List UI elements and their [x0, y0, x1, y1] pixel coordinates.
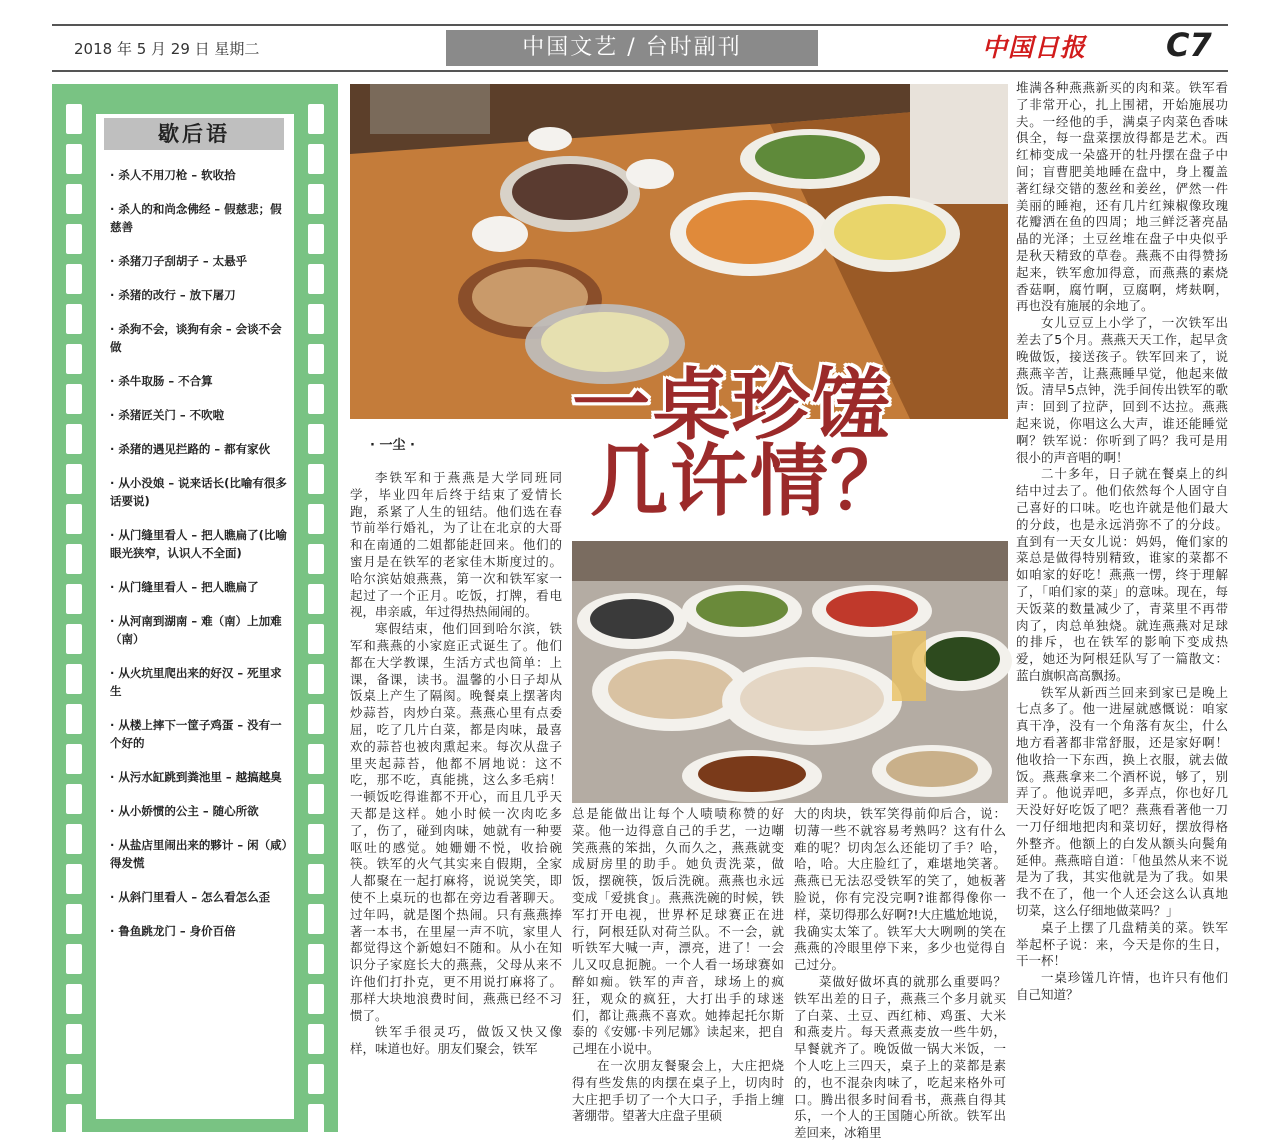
- page-header: [52, 24, 1228, 72]
- film-hole: [308, 464, 324, 494]
- xiehouyu-item: · 从河南到湖南 – 难（南）上加难（南）: [110, 614, 282, 646]
- page-number: C7: [1166, 26, 1212, 64]
- article-paragraph: 总是能做出让每个人啧啧称赞的好菜。他一边得意自己的手艺，一边嘲笑燕燕的笨拙，久而久之，燕燕就变成厨房里的助手。她负责洗菜，做饭，摆碗筷，饭后洗碗。燕燕也永远变成「爱挑食」。燕燕洗碗的时候，铁军打开电视，世界杯足球赛正在进行，阿根廷队对荷兰队。不一会，就听铁军大喊一声，漂亮，进了！一会儿又叹息扼腕。一个人看一场球赛如醉如痴。铁军的声音，球场上的疯狂，观众的疯狂，大打出手的球迷们，都让燕燕不喜欢。她捧起托尔斯泰的《安娜·卡列尼娜》读起来，把自己埋在小说中。: [572, 806, 784, 1057]
- section-title: 中国文艺 / 台时副刊: [446, 30, 818, 66]
- film-hole: [66, 904, 82, 934]
- xiehouyu-item: · 鲁鱼跳龙门 – 身价百倍: [110, 924, 236, 938]
- film-hole: [308, 784, 324, 814]
- film-hole: [66, 584, 82, 614]
- xiehouyu-item: · 杀牛取肠 – 不合算: [110, 374, 213, 388]
- article-paragraph: 女儿豆豆上小学了，一次铁军出差去了5个月。燕燕天天工作，起早贪晚做饭，接送孩子。铁军回来了，说燕燕辛苦，让燕燕睡早觉，他起来做饭。清早5点钟，洗手间传出铁军的歌声：回到了拉萨，回到不达拉。燕燕起来说，你唱这么大声，谁还能睡觉啊？铁军说：你听到了吗？我可是用很小的声音唱的啊！: [1016, 315, 1228, 465]
- film-hole: [308, 544, 324, 574]
- film-hole: [66, 944, 82, 974]
- headline-line-2: 几许情？: [590, 437, 911, 527]
- film-hole: [308, 384, 324, 414]
- film-hole: [66, 104, 82, 134]
- article-paragraph: 大的肉块，铁军笑得前仰后合，说：切薄一些不就容易考熟吗？这有什么难的呢？切肉怎么还能切了手？哈，哈，哈。大庄脸红了，难堪地笑著。燕燕已无法忍受铁军的笑了，她板著脸说，你有完没完啊?谁都得像你一样，菜切得那么好啊?!大庄尴尬地说，我确实太笨了。铁军大大咧咧的笑在燕燕的冷眼里停下来，多少也觉得自己过分。: [794, 806, 1006, 973]
- article-paragraph: 菜做好做坏真的就那么重要吗？铁军出差的日子，燕燕三个多月就买了白菜、土豆、西红柿、鸡蛋、大米和燕麦片。每天煮燕麦放一些牛奶，早餐就齐了。晚饭做一锅大米饭，一个人吃上三四天，桌子上的菜都是素的，也不混杂肉味了，吃起来格外可口。腾出很多时间看书，燕燕自得其乐，一个人的王国随心所欲。铁军出差回来，冰箱里: [794, 973, 1006, 1141]
- film-hole: [308, 664, 324, 694]
- article-paragraph: 李铁军和于燕燕是大学同班同学，毕业四年后终于结束了爱情长跑，系紧了人生的钮结。他们选在春节前举行婚礼，为了让在北京的大哥和在南通的二姐都能赶回来。他们的蜜月是在铁军的老家佳木斯度过的。哈尔滨姑娘燕燕，第一次和铁军家一起过了一个正月。吃饭，打牌，看电视，串亲戚，年过得热热闹闹的。: [350, 470, 562, 620]
- article-column-2: [572, 806, 784, 1124]
- article-paragraph: 铁军手很灵巧，做饭又快又像样，味道也好。朋友们聚会，铁军: [350, 1024, 562, 1057]
- film-hole: [66, 1064, 82, 1094]
- article-paragraph: 寒假结束，他们回到哈尔滨，铁军和燕燕的小家庭正式诞生了。他们都在大学教课，生活方式也简单：上课，备课，读书。温馨的小日子却从饭桌上产生了隔阂。晚餐桌上摆著肉炒蒜苔，肉炒白菜。燕燕心里有点委屈，吃了几片白菜，都是肉味，最喜欢的蒜苔也被肉熏起来。每次从盘子里夹起蒜苔，他都不屑地说：这不吃，那不吃，真能挑，这么多毛病！一顿饭吃得谁都不开心，而且几乎天天都是这样。她小时候一次肉吃多了，伤了，碰到肉味，她就有一种要呕吐的感觉。她姗姗不悦，收拾碗筷。铁军的火气其实来自假期，全家人都聚在一起打麻将，说说笑笑，即使不上桌玩的也都在旁边看著聊天。过年吗，就是图个热闹。只有燕燕捧著一本书，在里屋一声不吭，家里人都觉得这个新媳妇不随和。从小在知识分子家庭长大的燕燕，父母从来不许他们打扑克，更不用说打麻将了。那样大块地浪费时间，燕燕已经不习惯了。: [350, 621, 562, 1023]
- newspaper-name: 中国日报: [982, 33, 1087, 62]
- film-hole: [66, 144, 82, 174]
- film-hole: [66, 384, 82, 414]
- film-hole: [66, 1024, 82, 1054]
- film-hole: [308, 104, 324, 134]
- film-hole: [66, 344, 82, 374]
- sidebar-title: 歇后语: [104, 118, 284, 150]
- xiehouyu-item: · 杀人的和尚念佛经 – 假慈悲；假慈善: [110, 202, 282, 234]
- xiehouyu-item: · 杀猪的遇见拦路的 – 都有家伙: [110, 442, 271, 456]
- xiehouyu-item: · 从门缝里看人 – 把人瞧扁了: [110, 580, 259, 594]
- film-hole: [66, 664, 82, 694]
- article-column-1: [350, 470, 562, 1120]
- film-hole: [308, 864, 324, 894]
- film-hole: [66, 304, 82, 334]
- film-hole: [66, 544, 82, 574]
- article-paragraph: 堆满各种燕燕新买的肉和菜。铁军看了非常开心，扎上围裙，开始施展功夫。一经他的手，满桌子肉菜色香味俱全，每一盘菜摆放得都是艺术。西红柿变成一朵盛开的牡丹摆在盘子中间；盲曹肥美地睡在盘中，身上覆盖著红绿交错的葱丝和姜丝，俨然一件美丽的睡袍，还有几片红辣椒像玫瑰花瓣洒在鱼的四周；地三鲜泛著亮晶晶的光泽；土豆丝堆在盘子中央似乎是秋天精致的草卷。燕燕不由得赞扬起来，铁军愈加得意，而燕燕的素烧香菇啊，腐竹啊，豆腐啊，烤麸啊，再也没有施展的余地了。: [1016, 80, 1228, 314]
- xiehouyu-item: · 从斜门里看人 – 怎么看怎么歪: [110, 890, 271, 904]
- film-hole: [308, 144, 324, 174]
- film-hole: [308, 424, 324, 454]
- film-hole: [66, 424, 82, 454]
- film-hole: [308, 824, 324, 854]
- article-paragraph: 桌子上摆了几盘精美的菜。铁军举起杯子说：来，今天是你的生日，干一杯！: [1016, 919, 1228, 969]
- issue-date: 2018 年 5 月 29 日 星期二: [74, 40, 260, 58]
- film-hole: [308, 184, 324, 214]
- xiehouyu-item: · 杀猪刀子刮胡子 – 太悬乎: [110, 254, 248, 268]
- header-rule-top: [52, 24, 1228, 26]
- article-headline: [572, 361, 1008, 527]
- xiehouyu-item: · 杀猪的改行 – 放下屠刀: [110, 288, 236, 302]
- author-byline: · 一尘 ·: [370, 438, 415, 453]
- article-paragraph: 铁军从新西兰回来到家已是晚上七点多了。他一进屋就感慨说：咱家真干净，没有一个角落有灰尘，什么地方看著都非常舒服，还是家好啊！他收拾一下东西，换上衣服，就去做饭。燕燕拿来二个酒杯说，够了，别弄了。他说弄吧，多弄点，你也好几天没好好吃饭了吧？燕燕看著他一刀一刀仔细地把肉和菜切好，摆放得格外整齐。他额上的白发从额头向鬓角延伸。燕燕暗自道：「他虽然从来不说是为了我，其实他就是为了我。如果我不在了，他一个人还会这么认真地切菜，这么仔细地做菜吗？」: [1016, 684, 1228, 919]
- xiehouyu-item: · 从门缝里看人 – 把人瞧扁了(比喻眼光狭窄，认识人不全面): [110, 528, 287, 560]
- film-hole: [308, 904, 324, 934]
- xiehouyu-item: · 杀人不用刀枪 – 软收拾: [110, 168, 236, 182]
- film-hole: [66, 824, 82, 854]
- sidebar-panel: [96, 114, 294, 1119]
- xiehouyu-item: · 从火坑里爬出来的好汉 – 死里求生: [110, 666, 282, 698]
- film-hole: [66, 264, 82, 294]
- article-paragraph: 二十多年，日子就在餐桌上的纠结中过去了。他们依然每个人固守自己喜好的口味。吃也许就是他们最大的分歧，也是永远消弥不了的分歧。直到有一天女儿说：妈妈，俺们家的菜总是做得特别精致，谁家的菜都不如咱家的好吃！燕燕一愣，终于理解了，「咱们家的菜」的意味。现在，每天饭菜的数量减少了，青菜里不再带肉了，肉总单独烧。就连燕燕对足球的排斥，也在铁军的影响下变成热爱，她还为阿根廷队写了一篇散文：蓝白旗帜高高飘扬。: [1016, 466, 1228, 683]
- film-hole: [66, 744, 82, 774]
- dinner-table-photo-bottom: [572, 541, 1008, 803]
- film-hole: [308, 1104, 324, 1134]
- xiehouyu-item: · 从楼上摔下一筐子鸡蛋 – 没有一个好的: [110, 718, 282, 750]
- xiehouyu-item: · 从污水缸跳到粪池里 – 越搞越臭: [110, 770, 282, 784]
- film-hole: [66, 784, 82, 814]
- film-hole: [308, 344, 324, 374]
- article-paragraph: 一桌珍馐几许情，也许只有他们自己知道？: [1016, 970, 1228, 1003]
- article-column-4: [1016, 80, 1228, 1130]
- headline-line-1: 一桌珍馐: [572, 361, 893, 451]
- header-rule-bottom: [52, 70, 1228, 72]
- film-hole: [308, 224, 324, 254]
- film-hole: [66, 224, 82, 254]
- film-hole: [308, 504, 324, 534]
- film-hole: [308, 944, 324, 974]
- xiehouyu-item: · 从盐店里闹出来的夥计 – 闲（咸）得发慌: [110, 838, 288, 870]
- film-hole: [308, 984, 324, 1014]
- film-hole: [308, 264, 324, 294]
- xiehouyu-sidebar: [52, 84, 338, 1132]
- xiehouyu-item: · 杀狗不会，谈狗有余 – 会谈不会做: [110, 322, 282, 354]
- film-hole: [308, 744, 324, 774]
- xiehouyu-list: [110, 166, 290, 956]
- film-hole: [66, 624, 82, 654]
- film-hole: [66, 984, 82, 1014]
- film-hole: [66, 1104, 82, 1134]
- film-hole: [66, 464, 82, 494]
- film-hole: [308, 1064, 324, 1094]
- film-hole: [308, 1024, 324, 1054]
- xiehouyu-item: · 从小娇惯的公主 – 随心所欲: [110, 804, 259, 818]
- film-hole: [66, 864, 82, 894]
- xiehouyu-item: · 从小没娘 – 说来话长(比喻有很多话要说): [110, 476, 287, 508]
- feast-photo-illustration: [572, 541, 1008, 803]
- film-hole: [66, 184, 82, 214]
- film-hole: [66, 504, 82, 534]
- film-hole: [308, 584, 324, 614]
- xiehouyu-item: · 杀猪匠关门 – 不吹啦: [110, 408, 225, 422]
- film-hole: [308, 624, 324, 654]
- article-paragraph: 在一次朋友餐聚会上，大庄把烧得有些发焦的肉摆在桌子上，切肉时大庄把手切了一个大口子，手指上缠著绷带。望著大庄盘子里硕: [572, 1057, 784, 1124]
- film-hole: [308, 304, 324, 334]
- film-hole: [308, 704, 324, 734]
- film-hole: [66, 704, 82, 734]
- article-column-3: [794, 806, 1006, 1141]
